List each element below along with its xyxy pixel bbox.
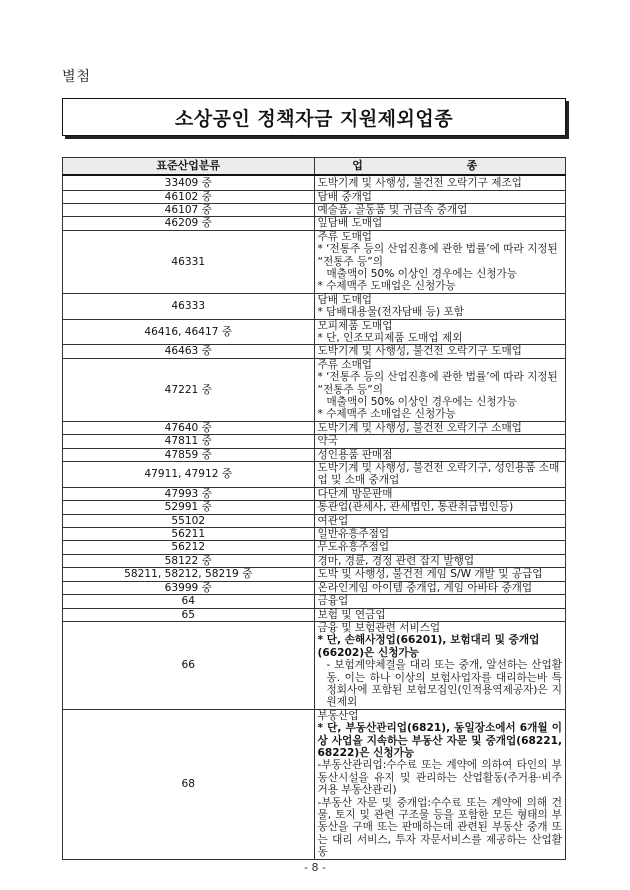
industry-description	[314, 175, 566, 190]
industry-code: 68	[63, 709, 315, 859]
description-line: 약국	[317, 435, 338, 448]
industry-code: 46209 중	[63, 217, 315, 230]
industry-description	[314, 541, 566, 554]
description-line: 주류 소매업	[317, 358, 373, 371]
industry-description	[314, 554, 566, 567]
description-line: 매출액이 50% 이상인 경우에는 신청가능	[326, 396, 518, 408]
table-row	[63, 514, 566, 527]
industry-description	[314, 217, 566, 230]
exception-note: * 단, 부동산관리업(6821), 동일장소에서 6개월 이상 사업을 지속하는 부동산 자문 및 중개업(68221, 68222)은 신청가능	[317, 722, 562, 759]
table-row	[63, 621, 566, 709]
description-line: 도박기계 및 사행성, 불건전 오락기구, 성인용품 소매업 및 소매 중개업	[317, 462, 560, 487]
table-row	[63, 595, 566, 608]
industry-code: 46463 중	[63, 345, 315, 358]
description-line: 부동산업	[317, 709, 359, 722]
annex-label: 별첨	[62, 69, 92, 85]
industry-code: 47811 중	[63, 435, 315, 448]
industry-code: 33409 중	[63, 175, 315, 190]
table-row	[63, 421, 566, 434]
description-line: 여관업	[317, 514, 349, 527]
description-line: 금융 및 보험관련 서비스업	[317, 621, 441, 634]
industry-code: 47859 중	[63, 448, 315, 461]
description-line: 경마, 경륜, 경정 관련 잡지 발행업	[317, 554, 475, 567]
table-row	[63, 175, 566, 190]
exception-note: * 담배대용물(전자담배 등) 포함	[317, 306, 464, 319]
title-box	[62, 98, 566, 136]
table-row	[63, 501, 566, 514]
industry-code: 55102	[63, 514, 315, 527]
industry-code: 46333	[63, 293, 315, 319]
description-line: 잎담배 도매업	[317, 217, 383, 230]
industry-code: 46102 중	[63, 190, 315, 203]
description-line: 도박 및 사행성, 불건전 게임 S/W 개발 및 공급업	[317, 568, 543, 581]
description-line: 보험 및 연금업	[317, 608, 386, 621]
industry-code: 52991 중	[63, 501, 315, 514]
industry-code: 47911, 47912 중	[63, 462, 315, 488]
industry-code: 47640 중	[63, 421, 315, 434]
page-number: - 8 -	[304, 861, 326, 874]
industry-code: 66	[63, 621, 315, 709]
industry-description	[314, 608, 566, 621]
table-row	[63, 709, 566, 859]
description-line: 일반유흥주점업	[317, 528, 390, 541]
description-line: 금융업	[317, 595, 349, 608]
description-line: 온라인게임 아이템 중개업, 게임 아바타 중개업	[317, 581, 533, 594]
header-industry: 업 종	[314, 158, 566, 176]
table-row	[63, 541, 566, 554]
industry-description	[314, 230, 566, 293]
industry-description	[314, 421, 566, 434]
description-line: 담배 중개업	[317, 190, 373, 203]
exception-note: * 단, 손해사정업(66201), 보험대리 및 중개업(66202)은 신청가능	[317, 634, 540, 659]
table-header-row	[63, 158, 566, 176]
table-row	[63, 581, 566, 594]
industry-description	[314, 709, 566, 859]
table-row	[63, 487, 566, 500]
description-line: 도박기계 및 사행성, 불건전 오락기구 소매업	[317, 421, 522, 434]
table-row	[63, 319, 566, 345]
industry-code: 47221 중	[63, 358, 315, 421]
table-row	[63, 528, 566, 541]
description-line: 담배 도매업	[317, 293, 373, 306]
table-row	[63, 435, 566, 448]
exception-note: * ‘전통주 등의 산업진흥에 관한 법률’에 따라 지정된 “전통주 등”의	[317, 371, 558, 396]
exception-note: * ‘전통주 등의 산업진흥에 관한 법률’에 따라 지정된 “전통주 등”의	[317, 243, 558, 268]
industry-description	[314, 358, 566, 421]
industry-description	[314, 621, 566, 709]
industry-code: 47993 중	[63, 487, 315, 500]
industry-description	[314, 528, 566, 541]
table-row	[63, 203, 566, 216]
description-line: 도박기계 및 사행성, 불건전 오락기구 도매업	[317, 345, 522, 358]
industry-description	[314, 203, 566, 216]
header-code: 표준산업분류	[63, 158, 315, 176]
industry-description	[314, 487, 566, 500]
industry-description	[314, 595, 566, 608]
industry-description	[314, 462, 566, 488]
description-line: 다단계 방문판매	[317, 487, 393, 500]
table-row	[63, 608, 566, 621]
industry-code: 65	[63, 608, 315, 621]
table-row	[63, 345, 566, 358]
industry-code: 58122 중	[63, 554, 315, 567]
description-line: 무도유흥주점업	[317, 541, 390, 554]
description-line: 주류 도매업	[317, 230, 373, 243]
excluded-industries-table	[62, 157, 566, 860]
description-line: 모피제품 도매업	[317, 319, 393, 332]
industry-code: 46416, 46417 중	[63, 319, 315, 345]
industry-description	[314, 448, 566, 461]
description-line: 매출액이 50% 이상인 경우에는 신청가능	[326, 267, 518, 280]
industry-code: 58211, 58212, 58219 중	[63, 568, 315, 581]
industry-code: 56212	[63, 541, 315, 554]
industry-description	[314, 293, 566, 319]
industry-code: 64	[63, 595, 315, 608]
exception-note: * 단, 인조모피제품 도매업 제외	[317, 331, 463, 344]
description-line: -부동산 자문 및 중개업:수수료 또는 계약에 의해 건물, 토지 및 관련 구조물 등을 포함한 모든 형태의 부동산을 구매 또는 판매하는데 관련된 부동산 중개 또는 대리 서비스, 투자 자문서비스를 제공하는 산업활동	[317, 796, 562, 859]
table-body	[63, 175, 566, 859]
table-row	[63, 554, 566, 567]
table-row	[63, 448, 566, 461]
table-row	[63, 568, 566, 581]
industry-description	[314, 501, 566, 514]
exception-note: * 수제맥주 도매업은 신청가능	[317, 280, 456, 293]
industry-description	[314, 319, 566, 345]
page-title: 소상공인 정책자금 지원제외업종	[174, 107, 454, 130]
industry-description	[314, 581, 566, 594]
table-row	[63, 358, 566, 421]
exception-note: * 수제맥주 소매업은 신청가능	[317, 408, 456, 421]
industry-description	[314, 514, 566, 527]
industry-code: 46331	[63, 230, 315, 293]
industry-description	[314, 345, 566, 358]
industry-description	[314, 435, 566, 448]
description-line: 예술품, 골동품 및 귀금속 중개업	[317, 203, 468, 216]
description-line: - 보험계약체결을 대리 또는 중개, 알선하는 산업활동. 이는 하나 이상의 보험사업자를 대리하는바 특정회사에 포함된 보험모집인(인적용역제공자)은 지원제외	[326, 659, 562, 709]
industry-code: 46107 중	[63, 203, 315, 216]
table-row	[63, 462, 566, 488]
industry-code: 63999 중	[63, 581, 315, 594]
table-row	[63, 230, 566, 293]
table-row	[63, 190, 566, 203]
description-line: 통관업(관세사, 관세법인, 통관취급법인등)	[317, 501, 514, 514]
table-row	[63, 293, 566, 319]
description-line: -부동산관리업:수수료 또는 계약에 의하여 타인의 부동산시설을 유지 및 관리하는 산업활동(주거용·비주거용 부동산관리)	[317, 759, 562, 797]
description-line: 성인용품 판매점	[317, 448, 393, 461]
table-row	[63, 217, 566, 230]
industry-description	[314, 190, 566, 203]
industry-code: 56211	[63, 528, 315, 541]
description-line: 도박기계 및 사행성, 불건전 오락기구 제조업	[317, 176, 522, 189]
industry-description	[314, 568, 566, 581]
